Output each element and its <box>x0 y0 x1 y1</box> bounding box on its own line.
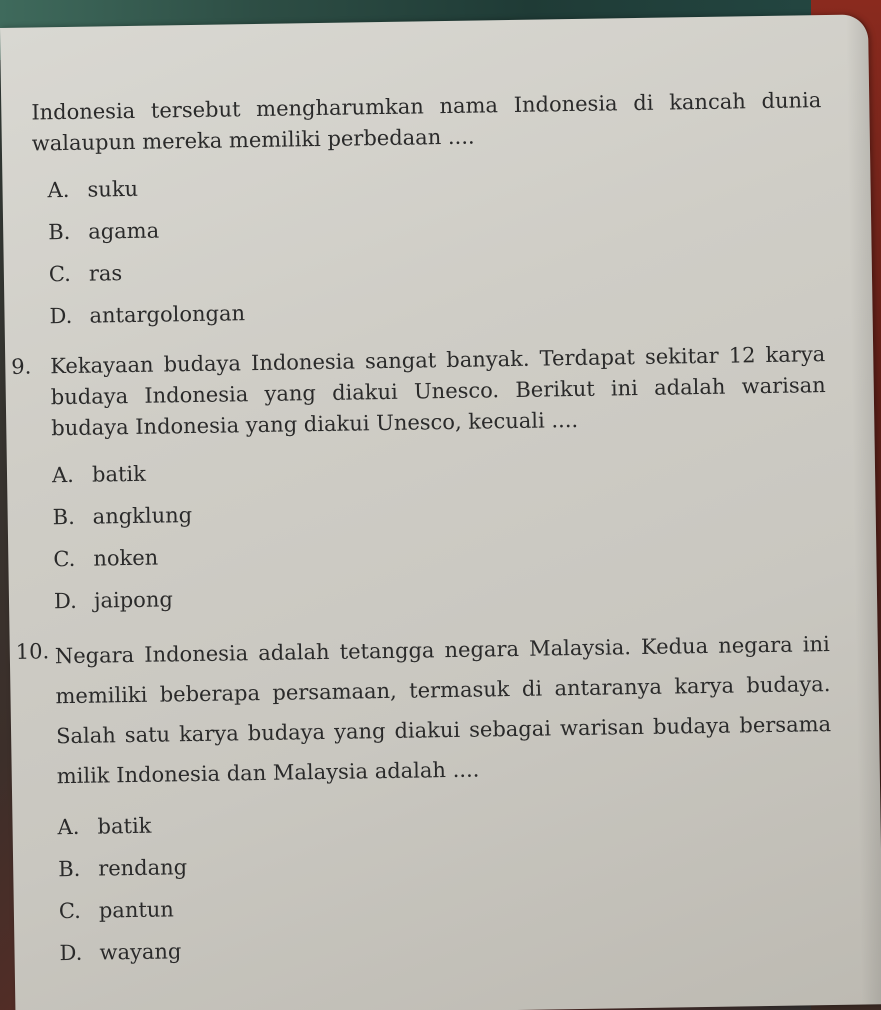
option-text: batik <box>97 813 152 839</box>
question-text: Kekayaan budaya Indonesia sangat banyak. Terdapat sekitar 12 karya budaya Indonesia yang diakui Unesco. Berikut ini adalah warisan budaya Indonesia yang diakui Unesco, kecuali .... <box>50 342 826 441</box>
option-text: ras <box>88 261 123 286</box>
question-9 <box>11 339 829 622</box>
option-text: suku <box>87 176 139 202</box>
option-text: jaipong <box>93 587 173 613</box>
option-letter: D. <box>59 940 83 966</box>
question-number: 10. <box>15 639 50 664</box>
page-content <box>11 85 835 974</box>
option-text: agama <box>88 218 160 244</box>
option-letter: B. <box>58 856 81 882</box>
option-letter: B. <box>52 504 75 530</box>
option-letter: B. <box>48 219 71 245</box>
question-10-options <box>57 794 835 974</box>
question-text: Negara Indonesia adalah tetangga negara Malaysia. Kedua negara ini memiliki beberapa persamaan, termasuk di antaranya karya budaya. Salah satu karya budaya yang diakui sebagai warisan budaya bersama milik Indonesia dan Malaysia adalah .... <box>54 632 832 789</box>
question-number: 9. <box>11 354 32 379</box>
option-text: antargolongan <box>89 301 246 328</box>
option-text: rendang <box>98 855 188 881</box>
option-letter: A. <box>57 814 80 840</box>
question-9-options <box>52 442 830 622</box>
option-letter: C. <box>58 898 82 924</box>
option-letter: C. <box>48 261 72 287</box>
question-continued <box>31 85 825 337</box>
option-letter: A. <box>47 177 70 203</box>
question-continued-options <box>47 157 825 337</box>
option-letter: A. <box>51 462 75 488</box>
option-text: wayang <box>99 939 182 965</box>
option-letter: C. <box>53 546 76 572</box>
question-10 <box>15 624 835 974</box>
question-continued-text: Indonesia tersebut mengharumkan nama Indonesia di kancah dunia walaupun mereka memiliki perbedaan .... <box>31 88 822 156</box>
option-text: angklung <box>92 503 193 529</box>
option-text: pantun <box>98 897 175 923</box>
textbook-page <box>0 14 881 1010</box>
option-letter: D. <box>53 588 77 614</box>
option-letter: D. <box>49 303 73 329</box>
option-text: noken <box>93 545 159 571</box>
option-text: batik <box>91 461 147 487</box>
